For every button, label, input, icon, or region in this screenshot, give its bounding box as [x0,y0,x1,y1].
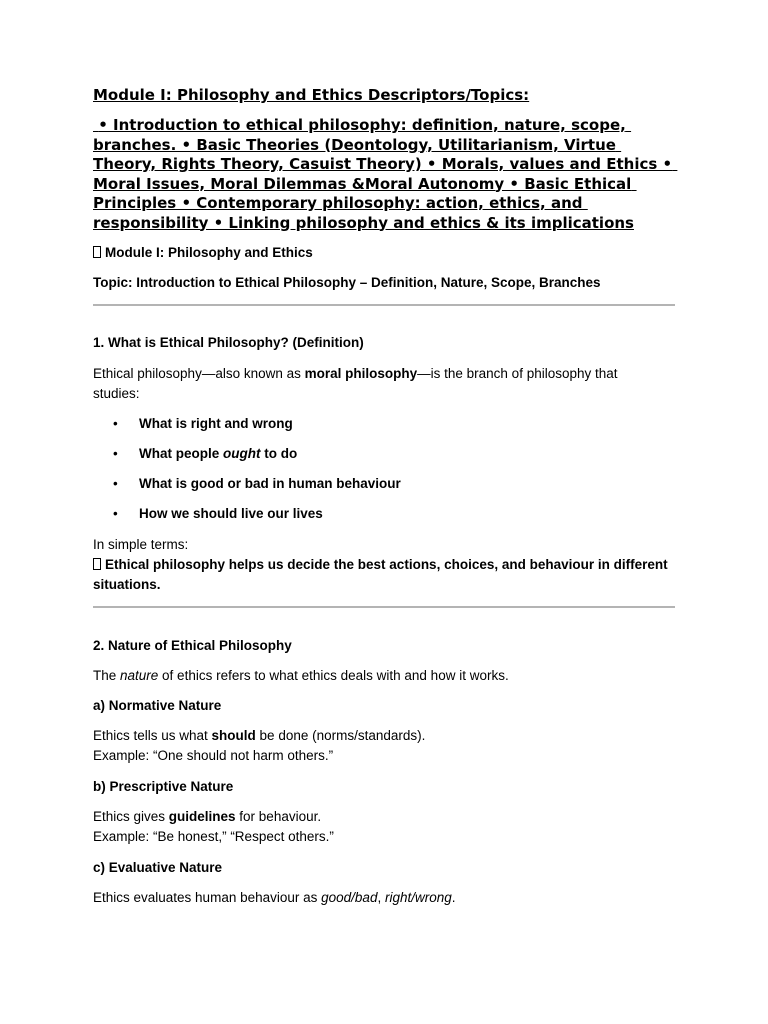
section2-intro-the: The [93,668,121,683]
section2-intro-italic: nature [120,668,159,683]
list-item-text: What is good or bad in human behaviour [139,476,401,491]
list-item-text: How we should live our lives [139,506,323,521]
prescriptive-heading: b) Prescriptive Nature [93,779,234,794]
bullet-icon: • [113,446,118,461]
list-item-text: What is right and wrong [139,416,293,431]
intro-bold-term: moral philosophy [304,366,418,381]
normative-paragraph [93,726,678,766]
evaluative-italic-1: good/bad [321,890,378,905]
evaluative-heading: c) Evaluative Nature [93,860,223,875]
topic-line: Topic: Introduction to Ethical Philosophy – Definition, Nature, Scope, Branches [93,275,601,290]
module-title-line [93,243,678,263]
section1-heading: 1. What is Ethical Philosophy? (Definition) [93,335,364,350]
section2-heading: 2. Nature of Ethical Philosophy [93,638,292,653]
normative-text-pre: Ethics tells us what [93,728,212,743]
section1-intro [93,364,678,404]
section2-intro [93,666,678,686]
list-item-text [139,444,297,464]
horizontal-divider [93,606,675,608]
topics-paragraph: • Introduction to ethical philosophy: definition, nature, scope, branches. • Basic Theories (Deontology, Utilitarianism, Virtue Theory, Rights Theory, Casuist Theory) • Morals, values and Ethics • Moral Issues, Moral Dilemmas &Moral Autonomy • Basic Ethical Principles • Contemporary philosophy: action, ethics, and responsibility • Linking philosophy and ethics & its implications [93,116,678,232]
section2-intro-rest: of ethics refers to what ethics deals with and how it works. [158,668,509,683]
normative-text-post: be done (norms/standards). [255,728,426,743]
evaluative-text-pre: Ethics evaluates human behaviour as [93,890,322,905]
bullet-icon: • [113,506,118,521]
prescriptive-paragraph [93,807,678,847]
module-heading: Module I: Philosophy and Ethics Descriptors/Topics: [93,86,530,104]
module-title: Module I: Philosophy and Ethics [105,245,313,260]
summary-paragraph [93,555,678,595]
list-item-italic: ought [223,446,261,461]
normative-example: Example: “One should not harm others.” [93,748,334,763]
prescriptive-text-pre: Ethics gives [93,809,169,824]
evaluative-italic-2: right/wrong [384,890,452,905]
intro-text-1: Ethical philosophy—also known as [93,366,305,381]
missing-glyph-icon [93,246,101,258]
evaluative-paragraph [93,888,678,908]
simple-terms-label: In simple terms: [93,537,189,552]
bullet-icon: • [113,476,118,491]
bullet-icon: • [113,416,118,431]
horizontal-divider [93,304,675,306]
normative-bold: should [211,728,256,743]
prescriptive-text-post: for behaviour. [235,809,322,824]
summary-line-2: situations. [93,577,161,592]
prescriptive-example: Example: “Be honest,” “Respect others.” [93,829,334,844]
evaluative-comma: , [377,890,385,905]
evaluative-period: . [451,890,456,905]
normative-heading: a) Normative Nature [93,698,222,713]
list-item-text-pre: What people [139,446,223,461]
prescriptive-bold: guidelines [168,809,236,824]
intro-text-3: studies: [93,386,140,401]
summary-line-1: Ethical philosophy helps us decide the best actions, choices, and behaviour in different [105,557,668,572]
list-item-text-post: to do [260,446,298,461]
missing-glyph-icon [93,558,101,570]
intro-text-2: —is the branch of philosophy that [417,366,618,381]
